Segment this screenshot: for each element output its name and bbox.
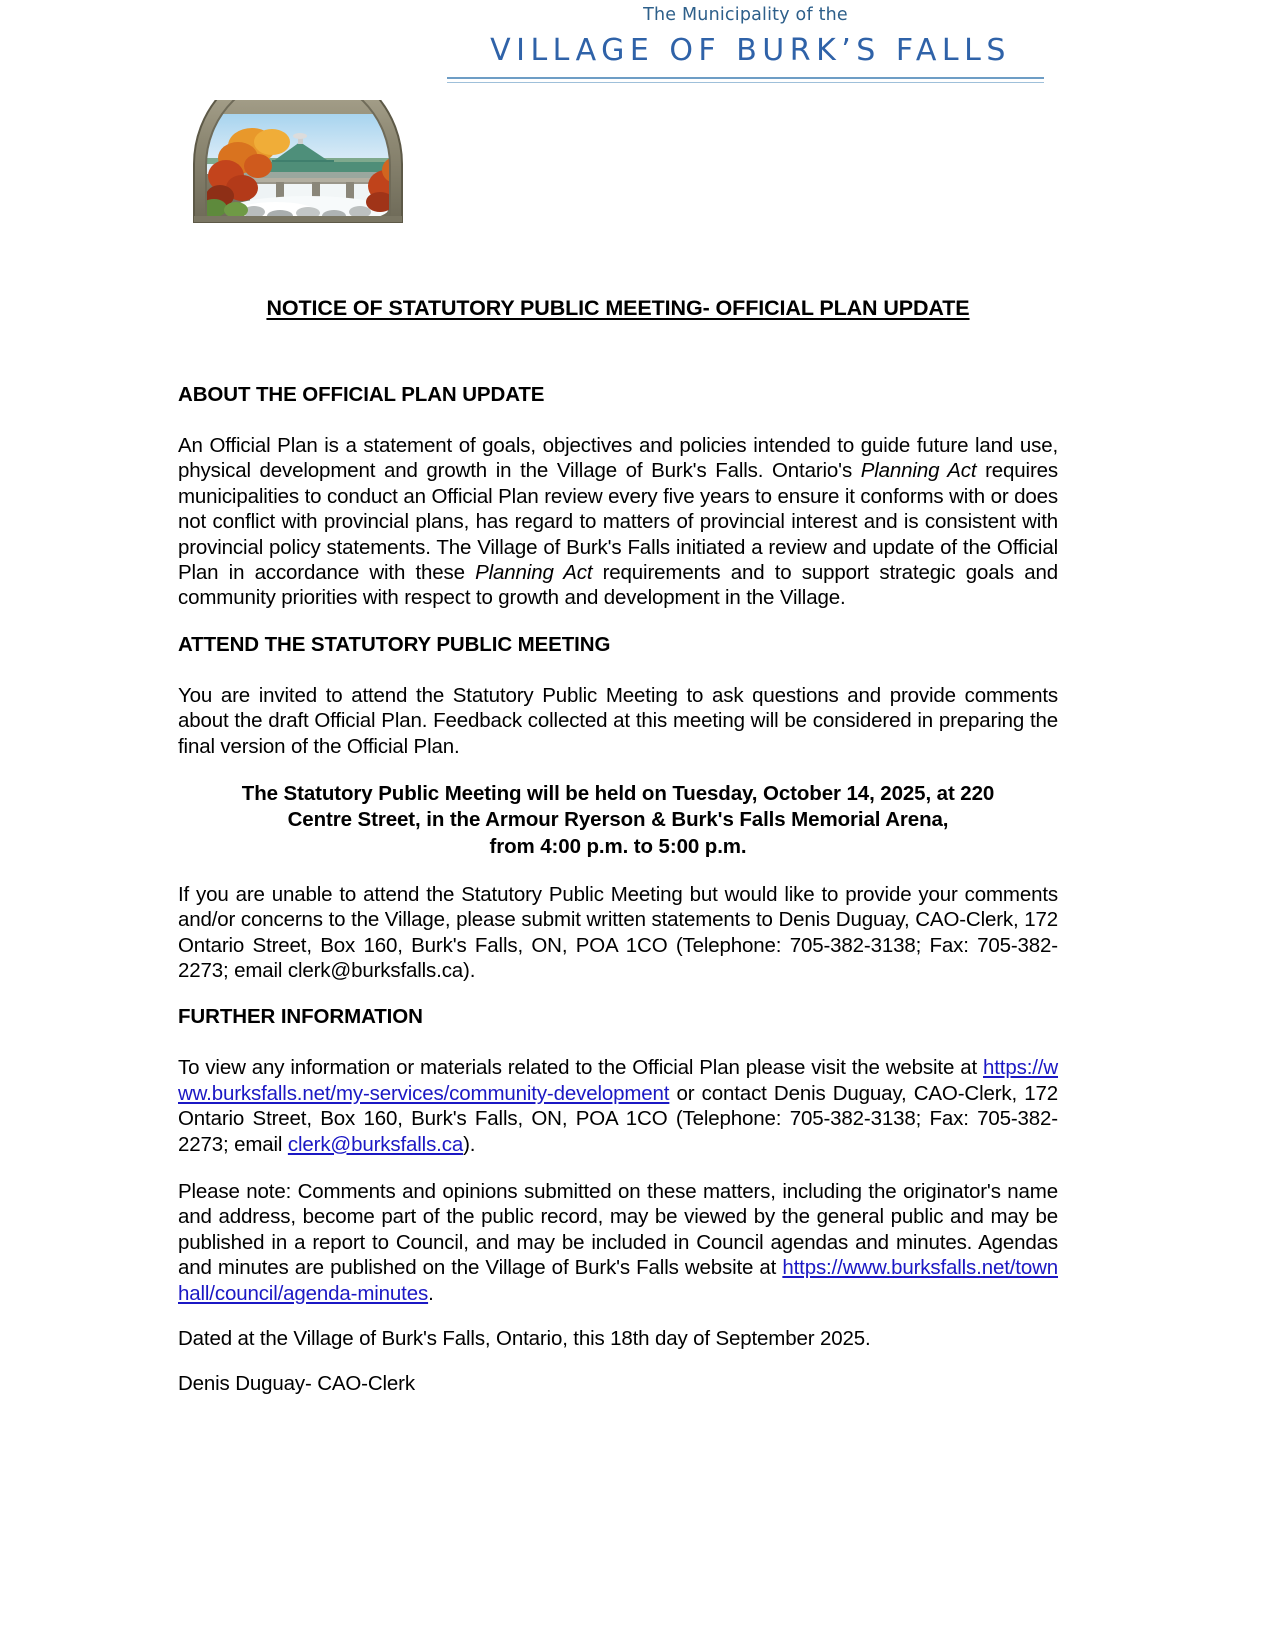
page-title xyxy=(178,296,1058,321)
website-link-community-development[interactable]: https://www.burksfalls.net/my-services/community-development xyxy=(178,1056,1058,1105)
dated-line: Dated at the Village of Burk's Falls, Ontario, this 18th day of September 2025. xyxy=(178,1327,871,1351)
about-text-3: requirements and to support strategic goals and community priorities with respect to growth and development in the Village. xyxy=(178,561,1059,610)
note-text-1: Please note: Comments and opinions submitted on these matters, including the originator's name and address, become part of the public record, may be viewed by the general public and may be published in a report to Council, and may be included in Council agendas and minutes. Agendas and minutes are published on the Village of Burk's Falls website at xyxy=(178,1180,1058,1280)
section-heading-attend: ATTEND THE STATUTORY PUBLIC MEETING xyxy=(178,632,611,656)
page-title-text: NOTICE OF STATUTORY PUBLIC MEETING- OFFICIAL PLAN UPDATE xyxy=(266,296,970,320)
further-intro-text: To view any information or materials related to the Official Plan please visit the website at xyxy=(178,1056,983,1080)
email-link-clerk[interactable]: clerk@burksfalls.ca xyxy=(287,1132,464,1156)
about-text-1: An Official Plan is a statement of goals, objectives and policies intended to guide future land use, physical development and growth in the Village of Burk's Falls. Ontario's xyxy=(178,434,1058,483)
section-heading-about: ABOUT THE OFFICIAL PLAN UPDATE xyxy=(178,383,545,406)
about-italic-planning-act-1: Planning Act xyxy=(860,459,977,483)
paragraph-public-record-note xyxy=(178,1179,1058,1306)
paragraph-written-comments: If you are unable to attend the Statutory Public Meeting but would like to provide your comments and/or concerns to the Village, please submit written statements to Denis Duguay, CAO-Clerk, 172 Ontario Street, Box 160, Burk's Falls, ON, POA 1CO (Telephone: 705-382-3138; Fax: 705-382-2273; email clerk@burksfalls.ca). xyxy=(178,882,1058,982)
paragraph-attend: You are invited to attend the Statutory Public Meeting to ask questions and provide comments about the draft Official Plan. Feedback collected at this meeting will be considered in preparing the final version of the Official Plan. xyxy=(178,683,1058,758)
meeting-line-2: Centre Street, in the Armour Ryerson & Burk's Falls Memorial Arena, xyxy=(287,808,949,832)
paragraph-about xyxy=(178,433,1058,611)
meeting-line-1: The Statutory Public Meeting will be held on Tuesday, October 14, 2025, at 220 xyxy=(241,782,995,806)
wordmark-title: VILLAGE OF BURK’S FALLS xyxy=(490,33,1011,69)
website-link-agenda-minutes[interactable]: https://www.burksfalls.net/townhall/council/agenda-minutes xyxy=(178,1256,1058,1305)
note-text-2: . xyxy=(428,1281,434,1305)
village-crest-icon xyxy=(180,100,416,224)
section-heading-further-information: FURTHER INFORMATION xyxy=(178,1005,423,1029)
about-text-2: requires municipalities to conduct an Official Plan review every five years to ensure it conforms with or does not conflict with provincial plans, has regard to matters of provincial interest and is consistent with provincial policy statements. The Village of Burk's Falls initiated a review and update of the Official Plan in accordance with these xyxy=(178,459,1058,585)
meeting-line-3: from 4:00 p.m. to 5:00 p.m. xyxy=(489,834,747,858)
wordmark-divider xyxy=(447,77,1044,83)
signature-line: Denis Duguay- CAO-Clerk xyxy=(178,1372,415,1396)
about-italic-planning-act-2: Planning Act xyxy=(475,561,593,585)
document-content xyxy=(178,0,1058,1397)
wordmark xyxy=(443,6,1058,83)
meeting-details xyxy=(178,781,1058,860)
further-after-email-text: ). xyxy=(463,1132,476,1156)
paragraph-further-information xyxy=(178,1055,1058,1157)
wordmark-subtitle: The Municipality of the xyxy=(643,5,848,25)
further-after-link-text: or contact Denis Duguay, CAO-Clerk, 172 Ontario Street, Box 160, Burk's Falls, ON, POA 1CO (Telephone: 705-382-3138; Fax: 705-382-2273; email xyxy=(178,1081,1058,1156)
letterhead xyxy=(178,0,1058,246)
